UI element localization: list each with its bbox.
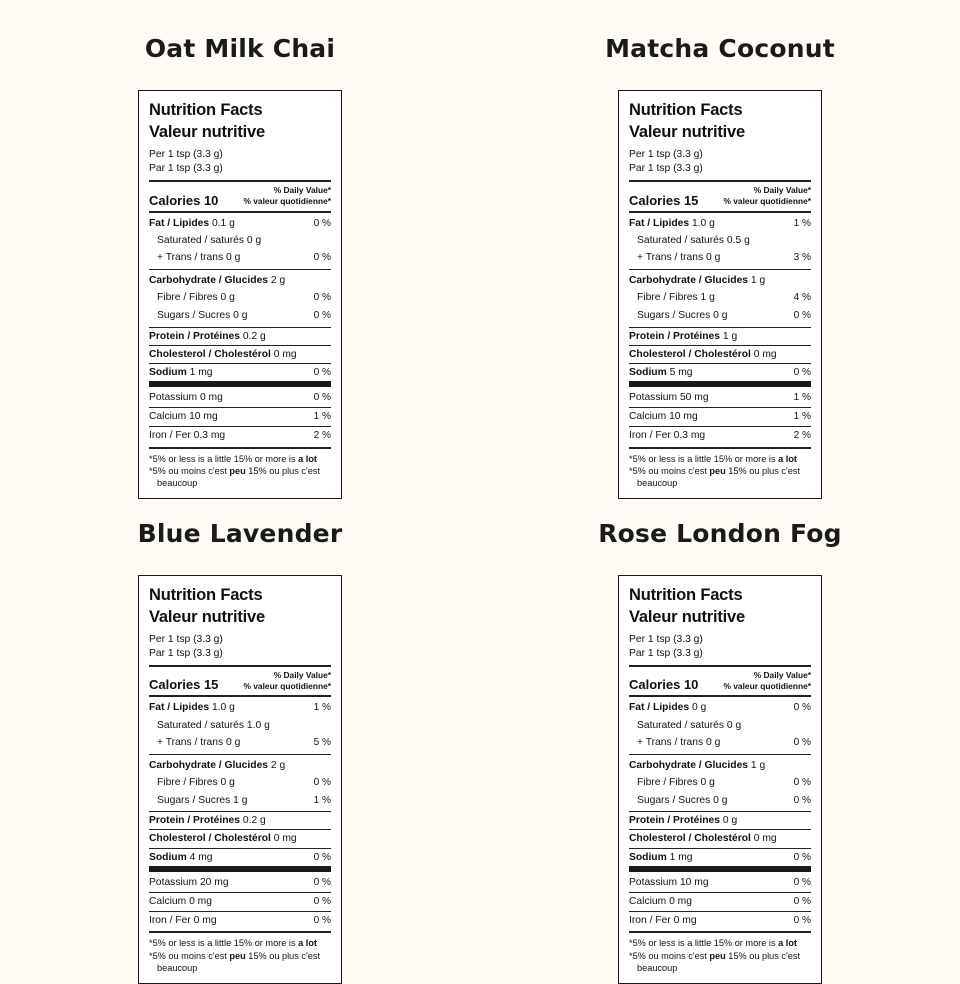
product-card	[480, 34, 960, 499]
product-title: Matcha Coconut	[605, 34, 835, 63]
row-potassium: Potassium 20 mg 0 %	[149, 877, 331, 889]
row-potassium: Potassium 0 mg 0 %	[149, 392, 331, 404]
row-cholesterol: Cholesterol / Cholestérol 0 mg	[629, 348, 777, 360]
row-fat: Fat / Lipides 0.1 g 0 %	[149, 217, 331, 229]
nutrition-facts-panel	[138, 90, 342, 499]
nutrition-facts-title-fr: Valeur nutritive	[629, 607, 746, 626]
row-saturated: Saturated / saturés 0.5 g	[637, 235, 750, 247]
calories-value: 10	[203, 192, 219, 208]
serving-size-en: Per 1 tsp (3.3 g)	[149, 148, 223, 160]
nutrition-facts-title-en: Nutrition Facts	[629, 585, 743, 604]
calories-line: Calories 15	[629, 192, 699, 208]
row-iron: Iron / Fer 0 mg 0 %	[149, 914, 331, 926]
product-title: Rose London Fog	[598, 518, 842, 548]
row-protein: Protein / Protéines 0.2 g	[149, 330, 266, 342]
row-protein: Protein / Protéines 1 g	[629, 330, 738, 342]
row-carbohydrate: Carbohydrate / Glucides 2 g	[149, 275, 286, 287]
row-trans: + Trans / trans 0 g 5 %	[157, 737, 331, 749]
row-fat: Fat / Lipides 0 g 0 %	[629, 702, 811, 714]
row-carbohydrate: Carbohydrate / Glucides 1 g	[629, 759, 766, 771]
row-trans: + Trans / trans 0 g 0 %	[637, 737, 811, 749]
row-iron: Iron / Fer 0 mg 0 %	[629, 914, 811, 926]
calories-value: 15	[203, 677, 219, 693]
serving-size-fr: Par 1 tsp (3.3 g)	[629, 163, 703, 175]
row-saturated: Saturated / saturés 0 g	[637, 720, 742, 732]
row-calcium: Calcium 10 mg 1 %	[149, 411, 331, 423]
row-sugars: Sugars / Sucres 1 g 1 %	[157, 794, 331, 806]
nutrition-facts-panel	[618, 90, 822, 499]
calories-line: Calories 10	[629, 677, 699, 693]
footnote: *5% or less is a little 15% or more is a lot *5% ou moins c'est peu 15% ou plus c'est beaucoup	[629, 453, 801, 489]
nutrition-facts-title-fr: Valeur nutritive	[149, 122, 266, 141]
nutrition-facts-title-fr: Valeur nutritive	[629, 122, 746, 141]
daily-value-header: % Daily Value* % valeur quotidienne*	[243, 669, 331, 691]
row-calcium: Calcium 0 mg 0 %	[149, 895, 331, 907]
product-card	[0, 34, 480, 499]
row-fibre: Fibre / Fibres 1 g 4 %	[637, 292, 811, 304]
calories-value: 15	[683, 192, 699, 208]
row-trans: + Trans / trans 0 g 3 %	[637, 252, 811, 264]
nutrition-facts-panel	[618, 575, 822, 984]
product-title: Oat Milk Chai	[144, 34, 336, 63]
row-cholesterol: Cholesterol / Cholestérol 0 mg	[149, 833, 297, 845]
row-sodium: Sodium 4 mg 0 %	[149, 851, 331, 863]
row-potassium: Potassium 10 mg 0 %	[629, 877, 811, 889]
row-sodium: Sodium 1 mg 0 %	[629, 851, 811, 863]
serving-size-fr: Par 1 tsp (3.3 g)	[149, 648, 223, 660]
row-carbohydrate: Carbohydrate / Glucides 2 g	[149, 759, 286, 771]
nutrition-facts-title-en: Nutrition Facts	[149, 101, 263, 119]
row-saturated: Saturated / saturés 1.0 g	[157, 720, 270, 732]
daily-value-header: % Daily Value* % valeur quotidienne*	[723, 185, 811, 206]
calories-line: Calories 15	[149, 677, 219, 693]
nutrition-facts-title-fr: Valeur nutritive	[149, 607, 266, 626]
calories-value: 10	[683, 677, 699, 693]
daily-value-header: % Daily Value* % valeur quotidienne*	[723, 669, 811, 691]
row-sugars: Sugars / Sucres 0 g 0 %	[637, 309, 811, 321]
serving-size-fr: Par 1 tsp (3.3 g)	[629, 648, 703, 660]
row-potassium: Potassium 50 mg 1 %	[629, 392, 811, 404]
serving-size-en: Per 1 tsp (3.3 g)	[629, 148, 703, 160]
row-fibre: Fibre / Fibres 0 g 0 %	[637, 776, 811, 788]
footnote: *5% or less is a little 15% or more is a lot *5% ou moins c'est peu 15% ou plus c'est beaucoup	[149, 938, 321, 974]
row-saturated: Saturated / saturés 0 g	[157, 235, 262, 247]
row-fibre: Fibre / Fibres 0 g 0 %	[157, 292, 331, 304]
row-sugars: Sugars / Sucres 0 g 0 %	[637, 794, 811, 806]
footnote: *5% or less is a little 15% or more is a lot *5% ou moins c'est peu 15% ou plus c'est beaucoup	[149, 453, 321, 489]
calories-line: Calories 10	[149, 192, 219, 208]
row-trans: + Trans / trans 0 g 0 %	[157, 252, 331, 264]
row-carbohydrate: Carbohydrate / Glucides 1 g	[629, 275, 766, 287]
serving-size-en: Per 1 tsp (3.3 g)	[629, 633, 703, 645]
row-sugars: Sugars / Sucres 0 g 0 %	[157, 309, 331, 321]
row-protein: Protein / Protéines 0 g	[629, 815, 738, 827]
row-protein: Protein / Protéines 0.2 g	[149, 815, 266, 827]
row-calcium: Calcium 0 mg 0 %	[629, 895, 811, 907]
product-title: Blue Lavender	[137, 518, 343, 548]
daily-value-header: % Daily Value* % valeur quotidienne*	[243, 185, 331, 206]
row-iron: Iron / Fer 0.3 mg 2 %	[149, 429, 331, 441]
row-fat: Fat / Lipides 1.0 g 1 %	[629, 217, 811, 229]
serving-size-fr: Par 1 tsp (3.3 g)	[149, 163, 223, 175]
product-card	[0, 519, 480, 984]
row-cholesterol: Cholesterol / Cholestérol 0 mg	[149, 348, 297, 360]
product-card	[480, 519, 960, 984]
nutrition-facts-title-en: Nutrition Facts	[629, 101, 743, 119]
row-sodium: Sodium 5 mg 0 %	[629, 366, 811, 378]
row-cholesterol: Cholesterol / Cholestérol 0 mg	[629, 833, 777, 845]
row-calcium: Calcium 10 mg 1 %	[629, 411, 811, 423]
row-fibre: Fibre / Fibres 0 g 0 %	[157, 776, 331, 788]
nutrition-facts-panel	[138, 575, 342, 984]
row-iron: Iron / Fer 0.3 mg 2 %	[629, 429, 811, 441]
nutrition-facts-title-en: Nutrition Facts	[149, 585, 263, 604]
footnote: *5% or less is a little 15% or more is a lot *5% ou moins c'est peu 15% ou plus c'est beaucoup	[629, 938, 801, 974]
row-sodium: Sodium 1 mg 0 %	[149, 366, 331, 378]
row-fat: Fat / Lipides 1.0 g 1 %	[149, 702, 331, 714]
serving-size-en: Per 1 tsp (3.3 g)	[149, 633, 223, 645]
